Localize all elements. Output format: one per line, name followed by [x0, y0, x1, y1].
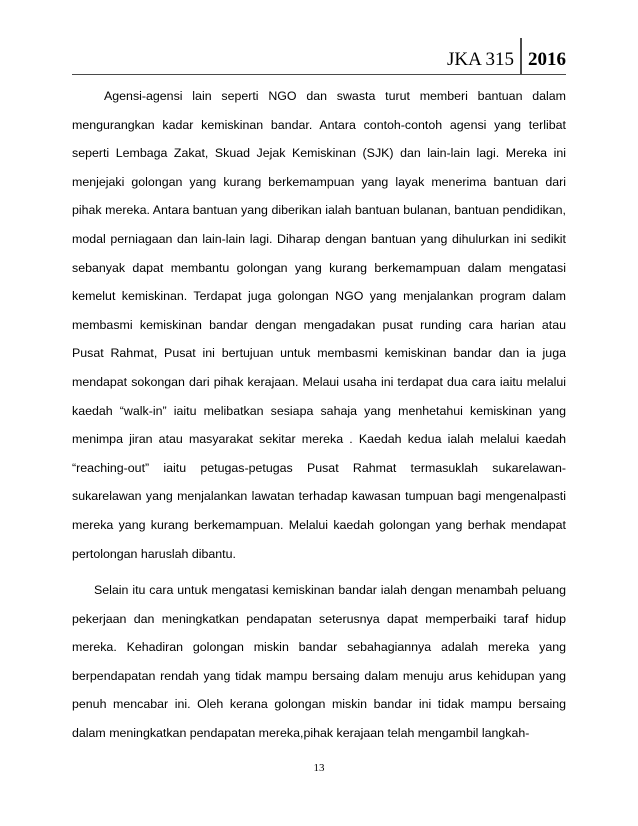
- document-body: [72, 82, 566, 748]
- page-header: [447, 36, 566, 74]
- page-number: 13: [313, 762, 325, 774]
- header-rule: [72, 74, 566, 75]
- course-code: JKA 315: [446, 49, 514, 70]
- paragraph-1: Agensi-agensi lain seperti NGO dan swasta turut memberi bantuan dalam mengurangkan kadar kemiskinan bandar. Antara contoh-contoh agensi yang terlibat seperti Lembaga Zakat, Skuad Jejak Kemiskinan (SJK) dan lain-lain lagi. Mereka ini menjejaki golongan yang kurang berkemampuan yang layak menerima bantuan dari pihak mereka. Antara bantuan yang diberikan ialah bantuan bulanan, bantuan pendidikan, modal perniagaan dan lain-lain lagi. Diharap dengan bantuan yang dihulurkan ini sedikit sebanyak dapat membantu golongan yang kurang berkemampuan dalam mengatasi kemelut kemiskinan. Terdapat juga golongan NGO yang menjalankan program dalam membasmi kemiskinan bandar dengan mengadakan pusat runding cara harian atau Pusat Rahmat, Pusat ini bertujuan untuk membasmi kemiskinan bandar dan ia juga mendapat sokongan dari pihak kerajaan. Melaui usaha ini terdapat dua cara iaitu melalui kaedah “walk-in” iaitu melibatkan sesiapa sahaja yang menhetahui kemiskinan yang menimpa jiran atau masyarakat sekitar mereka . Kaedah kedua ialah melalui kaedah “reaching-out” iaitu petugas-petugas Pusat Rahmat termasuklah sukarelawan-sukarelawan yang menjalankan lawatan terhadap kawasan tumpuan bagi mengenalpasti mereka yang kurang berkemampuan. Melalui kaedah golongan yang berhak mendapat pertolongan haruslah dibantu.: [72, 89, 566, 561]
- paragraph-2: Selain itu cara untuk mengatasi kemiskinan bandar ialah dengan menambah peluang pekerjaan dan meningkatkan pendapatan seterusnya dapat memperbaiki taraf hidup mereka. Kehadiran golongan miskin bandar sebahagiannya adalah mereka yang berpendapatan rendah yang tidak mampu bersaing dalam menuju arus kehidupan yang penuh mencabar ini. Oleh kerana golongan miskin bandar ini tidak mampu bersaing dalam meningkatkan pendapatan mereka,pihak kerajaan telah mengambil langkah-: [72, 583, 566, 741]
- header-year: 2016: [528, 49, 566, 70]
